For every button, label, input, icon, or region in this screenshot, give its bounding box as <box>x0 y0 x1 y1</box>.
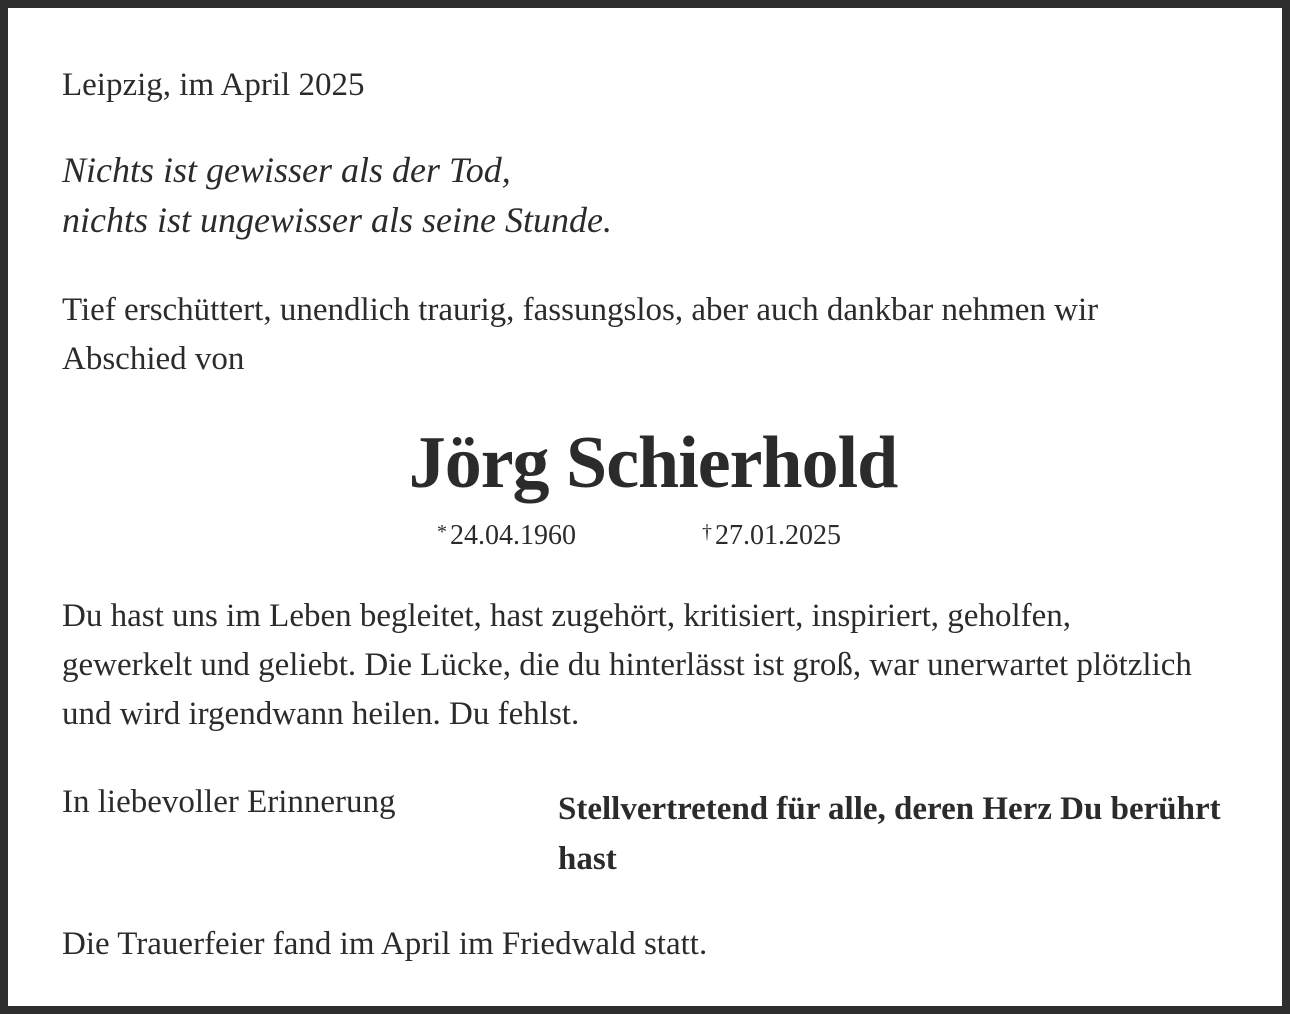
death-date <box>702 522 841 550</box>
intro-line-2: Abschied von <box>62 341 245 377</box>
signatories: Stellvertretend für alle, deren Herz Du berührt hast <box>558 791 1221 877</box>
death-cross-icon: † <box>702 521 712 543</box>
birth-date <box>437 522 576 550</box>
tribute-line-2: gewerkelt und geliebt. Die Lücke, die du hinterlässt ist groß, war unerwartet plötzlich <box>62 647 1192 683</box>
signoff: In liebevoller Erinnerung <box>62 784 396 820</box>
intro-line-1: Tief erschüttert, unendlich traurig, fassungslos, aber auch dankbar nehmen wir <box>62 292 1099 328</box>
ceremony-note: Die Trauerfeier fand im April im Friedwald statt. <box>62 926 708 962</box>
death-date-value: 27.01.2025 <box>715 520 841 551</box>
birth-date-value: 24.04.1960 <box>450 520 576 551</box>
place-date: Leipzig, im April 2025 <box>62 67 365 103</box>
quote-line-2: nichts ist ungewisser als seine Stunde. <box>62 200 612 240</box>
birth-asterisk-icon: * <box>437 521 447 543</box>
tribute-line-3: und wird irgendwann heilen. Du fehlst. <box>62 696 580 732</box>
tribute-line-1: Du hast uns im Leben begleitet, hast zugehört, kritisiert, inspiriert, geholfen, <box>62 598 1071 634</box>
quote-line-1: Nichts ist gewisser als der Tod, <box>62 150 511 190</box>
deceased-name: Jörg Schierhold <box>408 422 898 504</box>
